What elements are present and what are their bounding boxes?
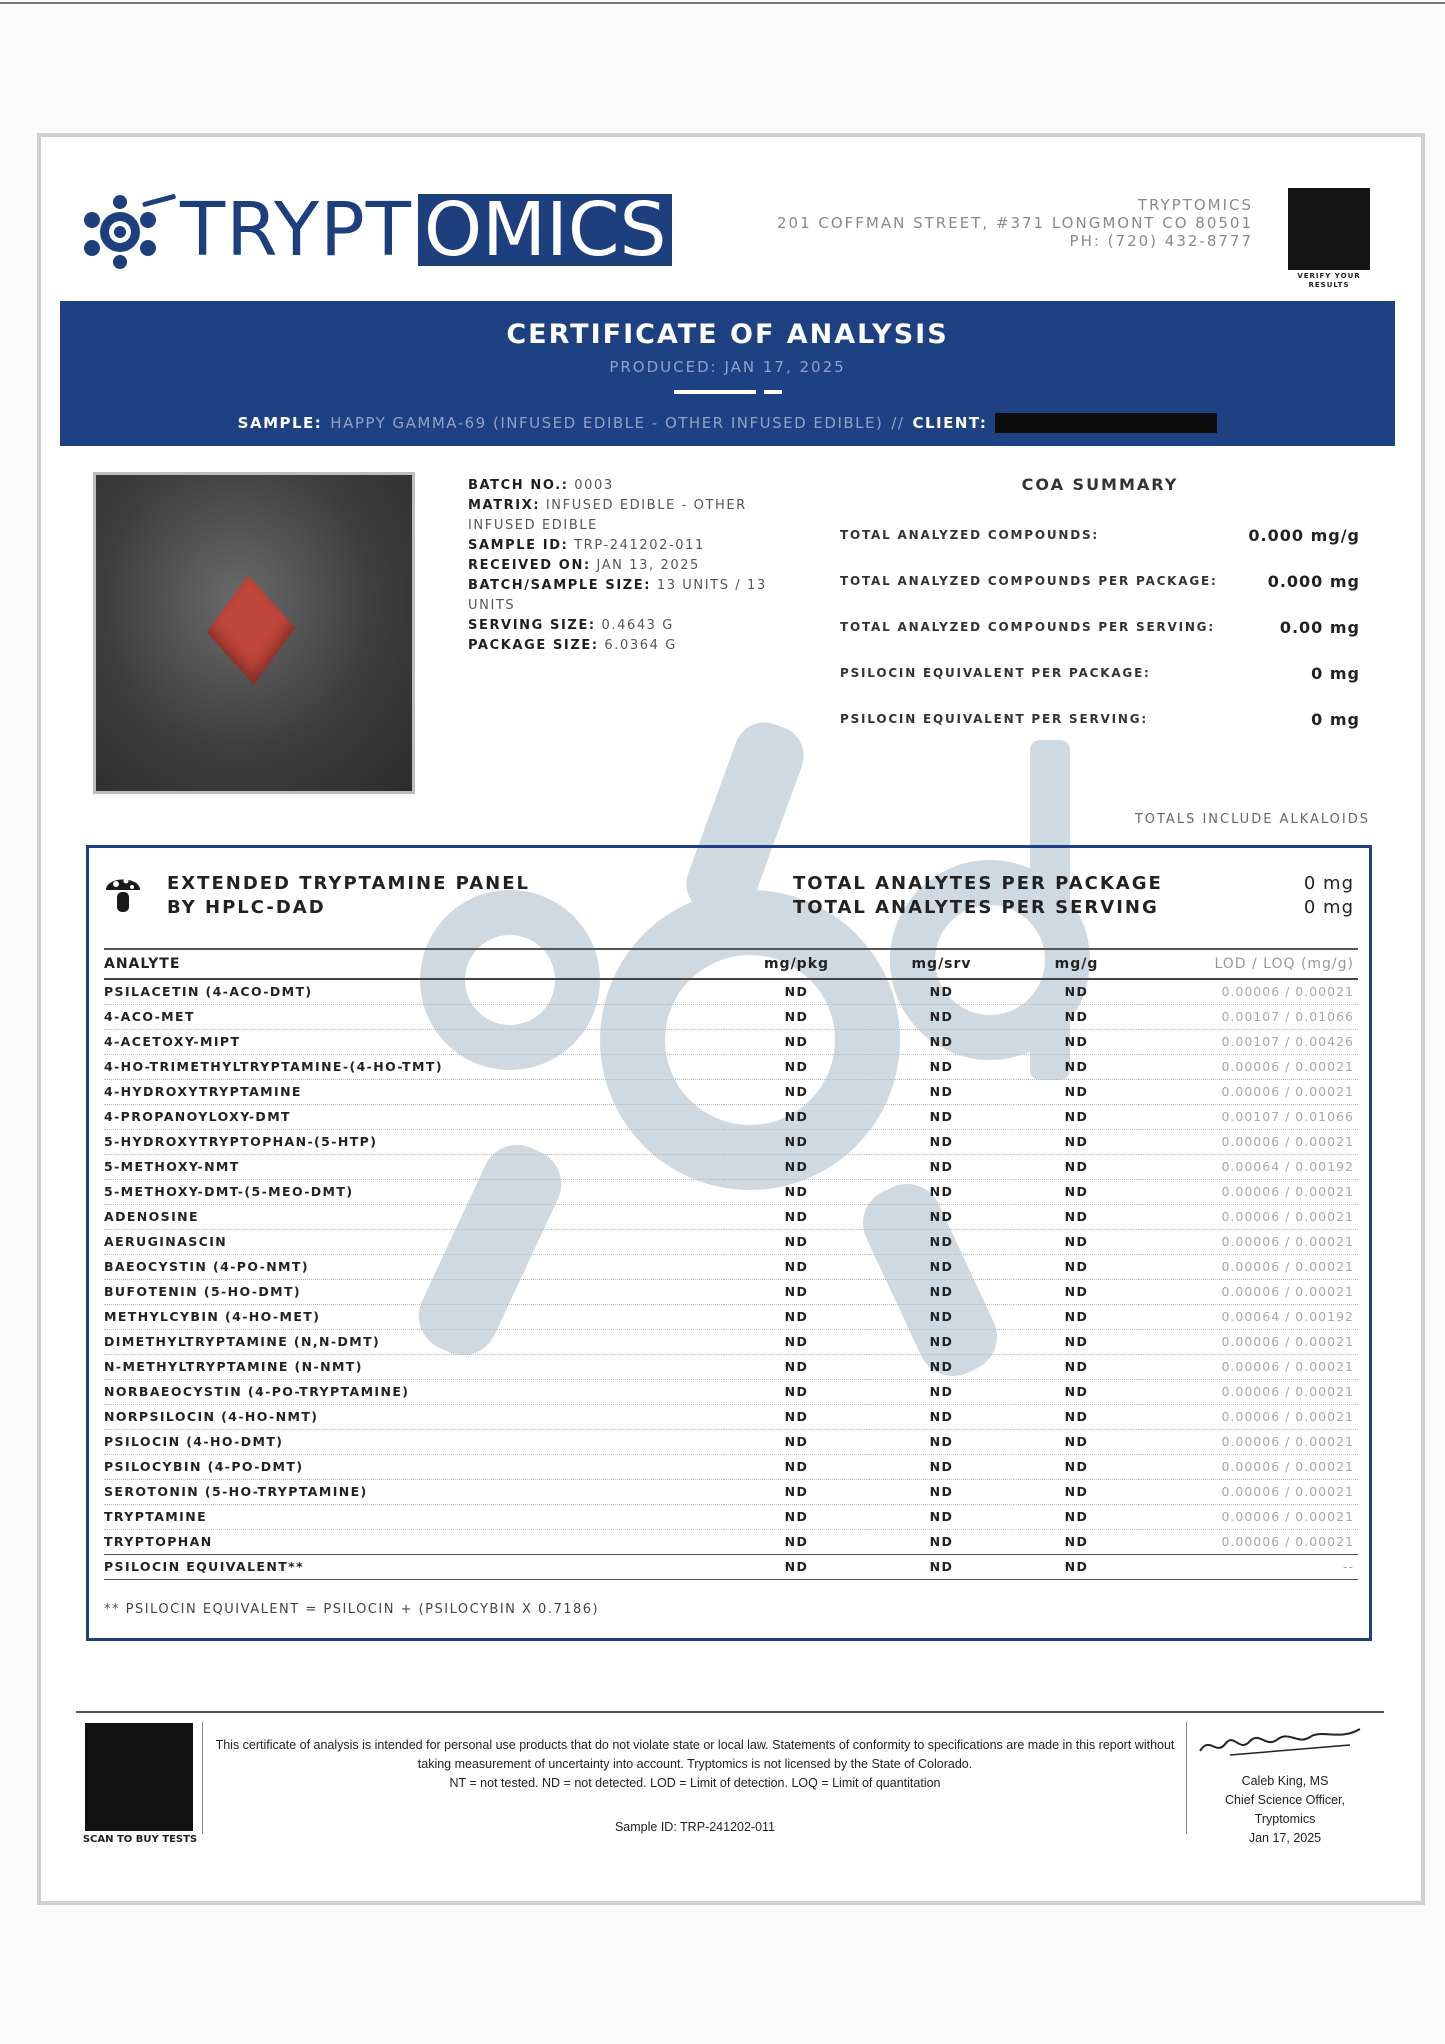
- lod-loq: 0.00006 / 0.00021: [1139, 1479, 1358, 1504]
- mg-srv: ND: [869, 1104, 1014, 1129]
- total-package-value: 0 mg: [1303, 873, 1354, 894]
- summary-value: 0.00 mg: [1279, 617, 1360, 637]
- summary-row: [840, 604, 1360, 650]
- mg-pkg: ND: [724, 1354, 869, 1379]
- mg-srv: ND: [869, 1129, 1014, 1154]
- mg-pkg: ND: [724, 1229, 869, 1254]
- mg-g: ND: [1014, 1154, 1139, 1179]
- table-row: [104, 1279, 1358, 1304]
- lod-loq: 0.00006 / 0.00021: [1139, 1404, 1358, 1429]
- abbreviations: NT = not tested. ND = not detected. LOD = Limit of detection. LOQ = Limit of quantitation: [449, 1776, 941, 1790]
- mg-g: ND: [1014, 1054, 1139, 1079]
- lod-loq: --: [1139, 1554, 1358, 1579]
- column-header: mg/pkg: [724, 949, 869, 979]
- footer-divider-right: [1186, 1722, 1187, 1834]
- summary-row: [840, 650, 1360, 696]
- lab-name: TRYPTOMICS: [1137, 196, 1253, 214]
- batch-value: TRP-241202-011: [574, 538, 705, 553]
- summary-value: 0.000 mg: [1267, 571, 1360, 591]
- mg-srv: ND: [869, 1004, 1014, 1029]
- sample-value: HAPPY GAMMA-69 (INFUSED EDIBLE - OTHER INFUSED EDIBLE): [330, 414, 884, 432]
- mg-srv: ND: [869, 1404, 1014, 1429]
- mg-pkg: ND: [724, 1304, 869, 1329]
- table-row: [104, 1529, 1358, 1554]
- mg-pkg: ND: [724, 1054, 869, 1079]
- mg-pkg: ND: [724, 979, 869, 1004]
- column-header: LOD / LOQ (mg/g): [1139, 949, 1358, 979]
- summary-row: [840, 696, 1360, 742]
- lod-loq: 0.00006 / 0.00021: [1139, 1179, 1358, 1204]
- mg-srv: ND: [869, 1379, 1014, 1404]
- analyte-name: 5-METHOXY-NMT: [104, 1154, 724, 1179]
- coa-summary: [840, 475, 1360, 742]
- lod-loq: 0.00006 / 0.00021: [1139, 1354, 1358, 1379]
- batch-key: BATCH NO.:: [468, 478, 569, 493]
- logo-text-trypt: TRYPT: [180, 187, 412, 273]
- analyte-name: N-METHYLTRYPTAMINE (N-NMT): [104, 1354, 724, 1379]
- mg-srv: ND: [869, 1154, 1014, 1179]
- mg-srv: ND: [869, 1454, 1014, 1479]
- mg-pkg: ND: [724, 1129, 869, 1154]
- batch-row: [468, 636, 778, 656]
- batch-row: [468, 496, 778, 536]
- mg-pkg: ND: [724, 1179, 869, 1204]
- table-row: [104, 1204, 1358, 1229]
- mg-g: ND: [1014, 1079, 1139, 1104]
- summary-title: COA SUMMARY: [1021, 475, 1179, 494]
- table-row: [104, 1304, 1358, 1329]
- table-row: [104, 1004, 1358, 1029]
- sample-label: SAMPLE:: [237, 414, 323, 432]
- table-row: [104, 1154, 1358, 1179]
- summary-row: [840, 512, 1360, 558]
- mg-g: ND: [1014, 1554, 1139, 1579]
- mg-pkg: ND: [724, 1329, 869, 1354]
- analyte-name: TRYPTAMINE: [104, 1504, 724, 1529]
- summary-row: [840, 558, 1360, 604]
- batch-value: 0003: [574, 478, 614, 493]
- lod-loq: 0.00006 / 0.00021: [1139, 1204, 1358, 1229]
- mg-srv: ND: [869, 979, 1014, 1004]
- lod-loq: 0.00006 / 0.00021: [1139, 1504, 1358, 1529]
- footer-sample-id: Sample ID: TRP-241202-011: [614, 1820, 776, 1834]
- certificate-banner: [60, 301, 1395, 446]
- lod-loq: 0.00006 / 0.00021: [1139, 1329, 1358, 1354]
- mg-srv: ND: [869, 1529, 1014, 1554]
- verify-label: VERIFY YOUR RESULTS: [1297, 272, 1361, 289]
- analyte-name: 5-HYDROXYTRYPTOPHAN-(5-HTP): [104, 1129, 724, 1154]
- banner-title: CERTIFICATE OF ANALYSIS: [506, 319, 949, 350]
- analyte-name: PSILOCIN EQUIVALENT**: [104, 1554, 724, 1579]
- mg-pkg: ND: [724, 1004, 869, 1029]
- table-row: [104, 1079, 1358, 1104]
- batch-row: [468, 556, 778, 576]
- banner-divider: [672, 390, 784, 394]
- verify-qr-code[interactable]: [1288, 188, 1370, 270]
- mg-srv: ND: [869, 1254, 1014, 1279]
- analyte-name: DIMETHYLTRYPTAMINE (N,N-DMT): [104, 1329, 724, 1354]
- gummy-image: [207, 575, 295, 684]
- lab-street: 201 COFFMAN STREET, #371 LONGMONT CO 80501: [777, 214, 1253, 232]
- mg-pkg: ND: [724, 1404, 869, 1429]
- analyte-name: BAEOCYSTIN (4-PO-NMT): [104, 1254, 724, 1279]
- lod-loq: 0.00006 / 0.00021: [1139, 1429, 1358, 1454]
- table-row: [104, 1404, 1358, 1429]
- panel-totals-values: [1304, 872, 1354, 920]
- sample-client-row: [60, 413, 1395, 433]
- mg-pkg: ND: [724, 1104, 869, 1129]
- lod-loq: 0.00006 / 0.00021: [1139, 1454, 1358, 1479]
- mg-pkg: ND: [724, 1154, 869, 1179]
- mg-g: ND: [1014, 1429, 1139, 1454]
- batch-value: 0.4643 G: [601, 618, 674, 633]
- batch-row: [468, 576, 778, 616]
- summary-key: TOTAL ANALYZED COMPOUNDS PER PACKAGE:: [840, 574, 1218, 588]
- analyte-name: 4-HO-TRIMETHYLTRYPTAMINE-(4-HO-TMT): [104, 1054, 724, 1079]
- batch-key: SERVING SIZE:: [468, 618, 596, 633]
- scan-label: SCAN TO BUY TESTS: [82, 1834, 198, 1845]
- signer-title: Chief Science Officer,: [1225, 1793, 1345, 1807]
- summary-key: TOTAL ANALYZED COMPOUNDS:: [840, 528, 1100, 542]
- lod-loq: 0.00006 / 0.00021: [1139, 1054, 1358, 1079]
- footnote: ** PSILOCIN EQUIVALENT = PSILOCIN + (PSILOCYBIN X 0.7186): [104, 1602, 600, 1617]
- mg-g: ND: [1014, 979, 1139, 1004]
- tryptamine-panel: [86, 845, 1372, 1641]
- signer-block: [1190, 1772, 1380, 1848]
- table-row: [104, 1379, 1358, 1404]
- total-package-label: TOTAL ANALYTES PER PACKAGE: [793, 873, 1163, 894]
- analyte-name: SEROTONIN (5-HO-TRYPTAMINE): [104, 1479, 724, 1504]
- summary-value: 0 mg: [1311, 709, 1360, 729]
- mg-g: ND: [1014, 1104, 1139, 1129]
- panel-title: [167, 872, 530, 920]
- table-row: [104, 1029, 1358, 1054]
- analyte-name: TRYPTOPHAN: [104, 1529, 724, 1554]
- lod-loq: 0.00107 / 0.01066: [1139, 1004, 1358, 1029]
- panel-totals-labels: [793, 872, 1163, 920]
- summary-key: PSILOCIN EQUIVALENT PER SERVING:: [840, 712, 1148, 726]
- total-serving-label: TOTAL ANALYTES PER SERVING: [793, 897, 1159, 918]
- batch-row: [468, 616, 778, 636]
- mg-g: ND: [1014, 1129, 1139, 1154]
- mg-pkg: ND: [724, 1479, 869, 1504]
- client-label: CLIENT:: [912, 414, 988, 432]
- client-redacted: [995, 413, 1217, 433]
- mg-pkg: ND: [724, 1279, 869, 1304]
- batch-value: 6.0364 G: [604, 638, 677, 653]
- tryptomics-logo: [80, 187, 672, 273]
- lod-loq: 0.00064 / 0.00192: [1139, 1304, 1358, 1329]
- signer-name: Caleb King, MS: [1241, 1774, 1329, 1788]
- panel-title-line1: EXTENDED TRYPTAMINE PANEL: [167, 873, 530, 894]
- sample-photo: [93, 472, 415, 794]
- table-row: [104, 1479, 1358, 1504]
- mg-srv: ND: [869, 1204, 1014, 1229]
- lod-loq: 0.00006 / 0.00021: [1139, 1529, 1358, 1554]
- table-row: [104, 1104, 1358, 1129]
- analyte-name: AERUGINASCIN: [104, 1229, 724, 1254]
- summary-value: 0.000 mg/g: [1248, 525, 1360, 545]
- summary-key: PSILOCIN EQUIVALENT PER PACKAGE:: [840, 666, 1151, 680]
- analyte-name: 4-PROPANOYLOXY-DMT: [104, 1104, 724, 1129]
- mg-srv: ND: [869, 1029, 1014, 1054]
- signer-date: Jan 17, 2025: [1248, 1831, 1322, 1845]
- disclaimer: [210, 1736, 1180, 1793]
- table-row: [104, 1179, 1358, 1204]
- table-row: [104, 1329, 1358, 1354]
- separator: //: [891, 414, 905, 432]
- table-row: [104, 1504, 1358, 1529]
- mg-srv: ND: [869, 1054, 1014, 1079]
- batch-row: [468, 536, 778, 556]
- batch-key: RECEIVED ON:: [468, 558, 591, 573]
- mg-g: ND: [1014, 1404, 1139, 1429]
- batch-key: SAMPLE ID:: [468, 538, 569, 553]
- mg-srv: ND: [869, 1504, 1014, 1529]
- mg-g: ND: [1014, 1204, 1139, 1229]
- mg-srv: ND: [869, 1229, 1014, 1254]
- lod-loq: 0.00006 / 0.00021: [1139, 979, 1358, 1004]
- analyte-name: 4-HYDROXYTRYPTAMINE: [104, 1079, 724, 1104]
- mg-g: ND: [1014, 1029, 1139, 1054]
- mg-pkg: ND: [724, 1029, 869, 1054]
- mg-g: ND: [1014, 1179, 1139, 1204]
- analyte-name: PSILACETIN (4-ACO-DMT): [104, 979, 724, 1004]
- mg-pkg: ND: [724, 1504, 869, 1529]
- signature-icon: [1190, 1715, 1380, 1765]
- signer-org: Tryptomics: [1254, 1812, 1316, 1826]
- mg-pkg: ND: [724, 1079, 869, 1104]
- mg-srv: ND: [869, 1079, 1014, 1104]
- analyte-name: NORPSILOCIN (4-HO-NMT): [104, 1404, 724, 1429]
- mg-g: ND: [1014, 1004, 1139, 1029]
- total-serving-value: 0 mg: [1303, 897, 1354, 918]
- mg-g: ND: [1014, 1354, 1139, 1379]
- batch-row: [468, 476, 778, 496]
- footer-divider: [76, 1711, 1384, 1713]
- table-row: [104, 1354, 1358, 1379]
- analyte-name: BUFOTENIN (5-HO-DMT): [104, 1279, 724, 1304]
- mg-srv: ND: [869, 1429, 1014, 1454]
- table-row: [104, 1254, 1358, 1279]
- mg-pkg: ND: [724, 1204, 869, 1229]
- mg-srv: ND: [869, 1179, 1014, 1204]
- mg-pkg: ND: [724, 1429, 869, 1454]
- disclaimer-text: This certificate of analysis is intended for personal use products that do not violate state or local law. Statements of conformity to specifications are made in this report without taking measurement of uncertainty into account. Tryptomics is not licensed by the State of Colorado.: [215, 1738, 1175, 1771]
- analyte-name: ADENOSINE: [104, 1204, 724, 1229]
- batch-key: BATCH/SAMPLE SIZE:: [468, 578, 652, 593]
- footer-divider-left: [202, 1722, 203, 1834]
- mg-pkg: ND: [724, 1529, 869, 1554]
- mg-pkg: ND: [724, 1554, 869, 1579]
- mg-g: ND: [1014, 1304, 1139, 1329]
- batch-value: JAN 13, 2025: [596, 558, 700, 573]
- mg-g: ND: [1014, 1529, 1139, 1554]
- analyte-name: PSILOCYBIN (4-PO-DMT): [104, 1454, 724, 1479]
- mushroom-icon: [104, 870, 142, 914]
- batch-key: MATRIX:: [468, 498, 541, 513]
- buy-tests-qr-code[interactable]: [85, 1723, 193, 1831]
- scan-edge-line: [0, 2, 1445, 4]
- table-row: [104, 1554, 1358, 1579]
- lod-loq: 0.00107 / 0.01066: [1139, 1104, 1358, 1129]
- mg-pkg: ND: [724, 1254, 869, 1279]
- mg-srv: ND: [869, 1329, 1014, 1354]
- lab-address-block: [777, 196, 1253, 250]
- lod-loq: 0.00064 / 0.00192: [1139, 1154, 1358, 1179]
- mg-srv: ND: [869, 1479, 1014, 1504]
- mg-g: ND: [1014, 1504, 1139, 1529]
- lod-loq: 0.00006 / 0.00021: [1139, 1129, 1358, 1154]
- batch-info: [468, 476, 778, 656]
- analyte-name: METHYLCYBIN (4-HO-MET): [104, 1304, 724, 1329]
- analyte-name: 5-METHOXY-DMT-(5-MEO-DMT): [104, 1179, 724, 1204]
- table-row: [104, 1129, 1358, 1154]
- column-header: mg/srv: [869, 949, 1014, 979]
- table-header: [104, 949, 1358, 979]
- analyte-name: NORBAEOCYSTIN (4-PO-TRYPTAMINE): [104, 1379, 724, 1404]
- mg-srv: ND: [869, 1554, 1014, 1579]
- totals-note: TOTALS INCLUDE ALKALOIDS: [1134, 812, 1370, 827]
- mg-g: ND: [1014, 1254, 1139, 1279]
- panel-title-line2: BY HPLC-DAD: [167, 897, 326, 918]
- mg-g: ND: [1014, 1454, 1139, 1479]
- table-row: [104, 1454, 1358, 1479]
- table-row: [104, 1429, 1358, 1454]
- summary-value: 0 mg: [1311, 663, 1360, 683]
- analyte-name: 4-ACETOXY-MIPT: [104, 1029, 724, 1054]
- table-row: [104, 1054, 1358, 1079]
- mg-pkg: ND: [724, 1379, 869, 1404]
- lod-loq: 0.00006 / 0.00021: [1139, 1079, 1358, 1104]
- mg-g: ND: [1014, 1379, 1139, 1404]
- analyte-name: PSILOCIN (4-HO-DMT): [104, 1429, 724, 1454]
- lod-loq: 0.00006 / 0.00021: [1139, 1279, 1358, 1304]
- lod-loq: 0.00006 / 0.00021: [1139, 1229, 1358, 1254]
- batch-key: PACKAGE SIZE:: [468, 638, 599, 653]
- lab-phone: PH: (720) 432-8777: [1069, 232, 1253, 250]
- analyte-table: [104, 948, 1358, 1580]
- table-row: [104, 1229, 1358, 1254]
- lod-loq: 0.00006 / 0.00021: [1139, 1379, 1358, 1404]
- column-header: mg/g: [1014, 949, 1139, 979]
- mg-pkg: ND: [724, 1454, 869, 1479]
- mg-g: ND: [1014, 1479, 1139, 1504]
- lod-loq: 0.00107 / 0.00426: [1139, 1029, 1358, 1054]
- mg-g: ND: [1014, 1229, 1139, 1254]
- summary-key: TOTAL ANALYZED COMPOUNDS PER SERVING:: [840, 620, 1215, 634]
- mg-g: ND: [1014, 1329, 1139, 1354]
- mg-g: ND: [1014, 1279, 1139, 1304]
- mg-srv: ND: [869, 1304, 1014, 1329]
- batch-value: 13 UNITS / 13 UNITS: [468, 578, 767, 613]
- table-row: [104, 979, 1358, 1004]
- mg-srv: ND: [869, 1279, 1014, 1304]
- molecule-logo-icon: [80, 190, 180, 270]
- logo-text-omics: OMICS: [418, 194, 673, 266]
- mg-srv: ND: [869, 1354, 1014, 1379]
- column-header: ANALYTE: [104, 949, 724, 979]
- batch-value: INFUSED EDIBLE - OTHER INFUSED EDIBLE: [468, 498, 747, 533]
- produced-date: PRODUCED: JAN 17, 2025: [609, 358, 846, 376]
- lod-loq: 0.00006 / 0.00021: [1139, 1254, 1358, 1279]
- analyte-name: 4-ACO-MET: [104, 1004, 724, 1029]
